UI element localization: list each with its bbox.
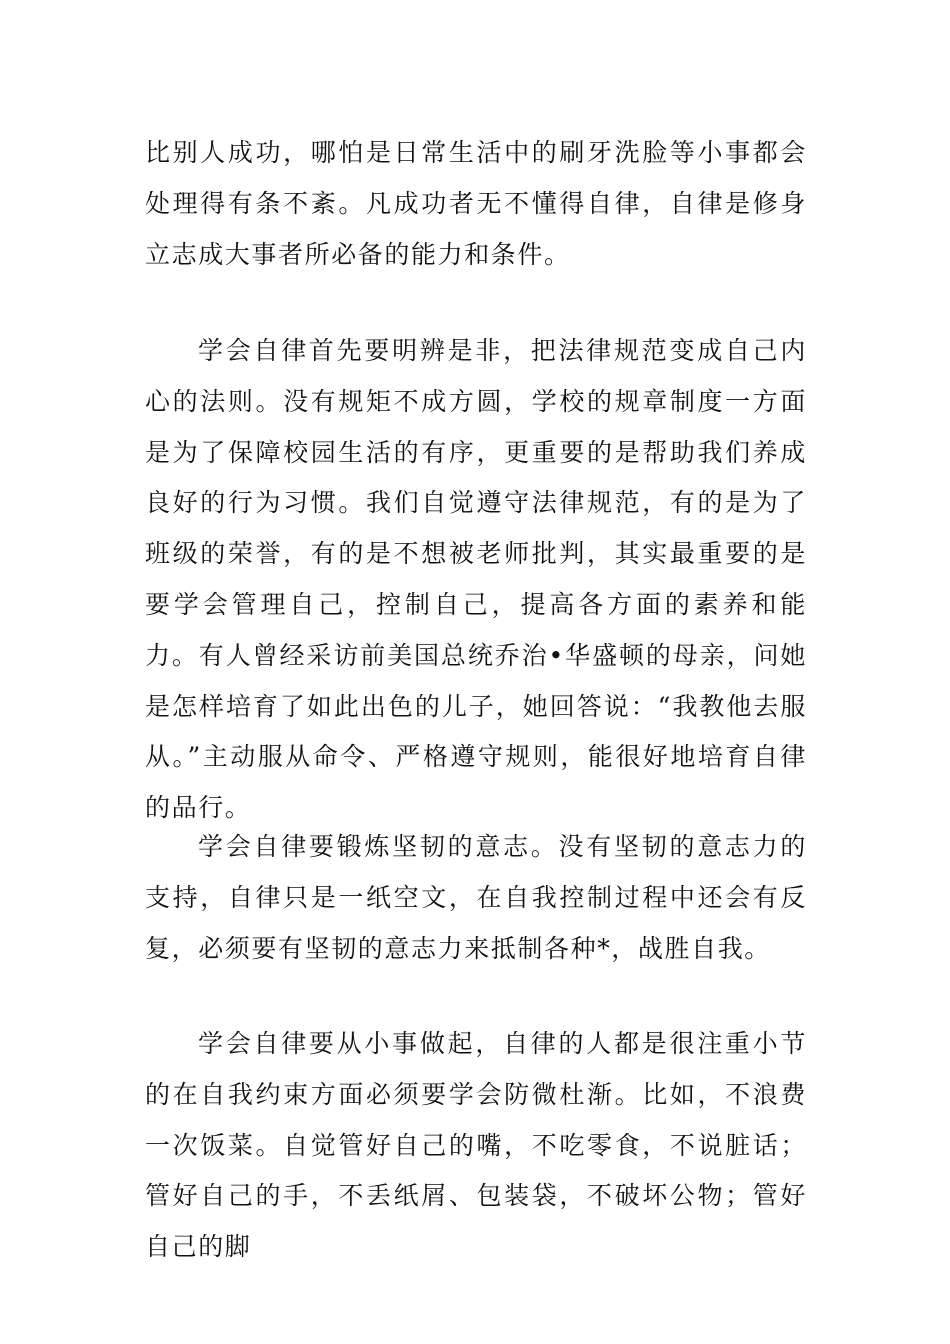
paragraph-continuation: 比别人成功，哪怕是日常生活中的刷牙洗脸等小事都会处理得有条不紊。凡成功者无不懂得自律，自律是修身立志成大事者所必备的能力和条件。 [145, 138, 807, 269]
paragraph-small-things: 学会自律要从小事做起，自律的人都是很注重小节的在自我约束方面必须要学会防微杜渐。比如，不浪费一次饭菜。自觉管好自己的嘴，不吃零食，不说脏话；管好自己的手，不丢纸屑、包装袋，不破坏公物；管好自己的脚 [145, 1029, 807, 1262]
paragraph-willpower: 学会自律要锻炼坚韧的意志。没有坚韧的意志力的支持，自律只是一纸空文，在自我控制过程中还会有反复，必须要有坚韧的意志力来抵制各种*，战胜自我。 [145, 832, 807, 963]
paragraph-distinguish-right-wrong: 学会自律首先要明辨是非，把法律规范变成自己内心的法则。没有规矩不成方圆，学校的规章制度一方面是为了保障校园生活的有序，更重要的是帮助我们养成良好的行为习惯。我们自觉遵守法律规范，有的是为了班级的荣誉，有的是不想被老师批判，其实最重要的是要学会管理自己，控制自己，提高各方面的素养和能力。有人曾经采访前美国总统乔治•华盛顿的母亲，问她是怎样培育了如此出色的儿子，她回答说：“我教他去服从。”主动服从命令、严格遵守规则，能很好地培育自律的品行。 [145, 336, 807, 823]
